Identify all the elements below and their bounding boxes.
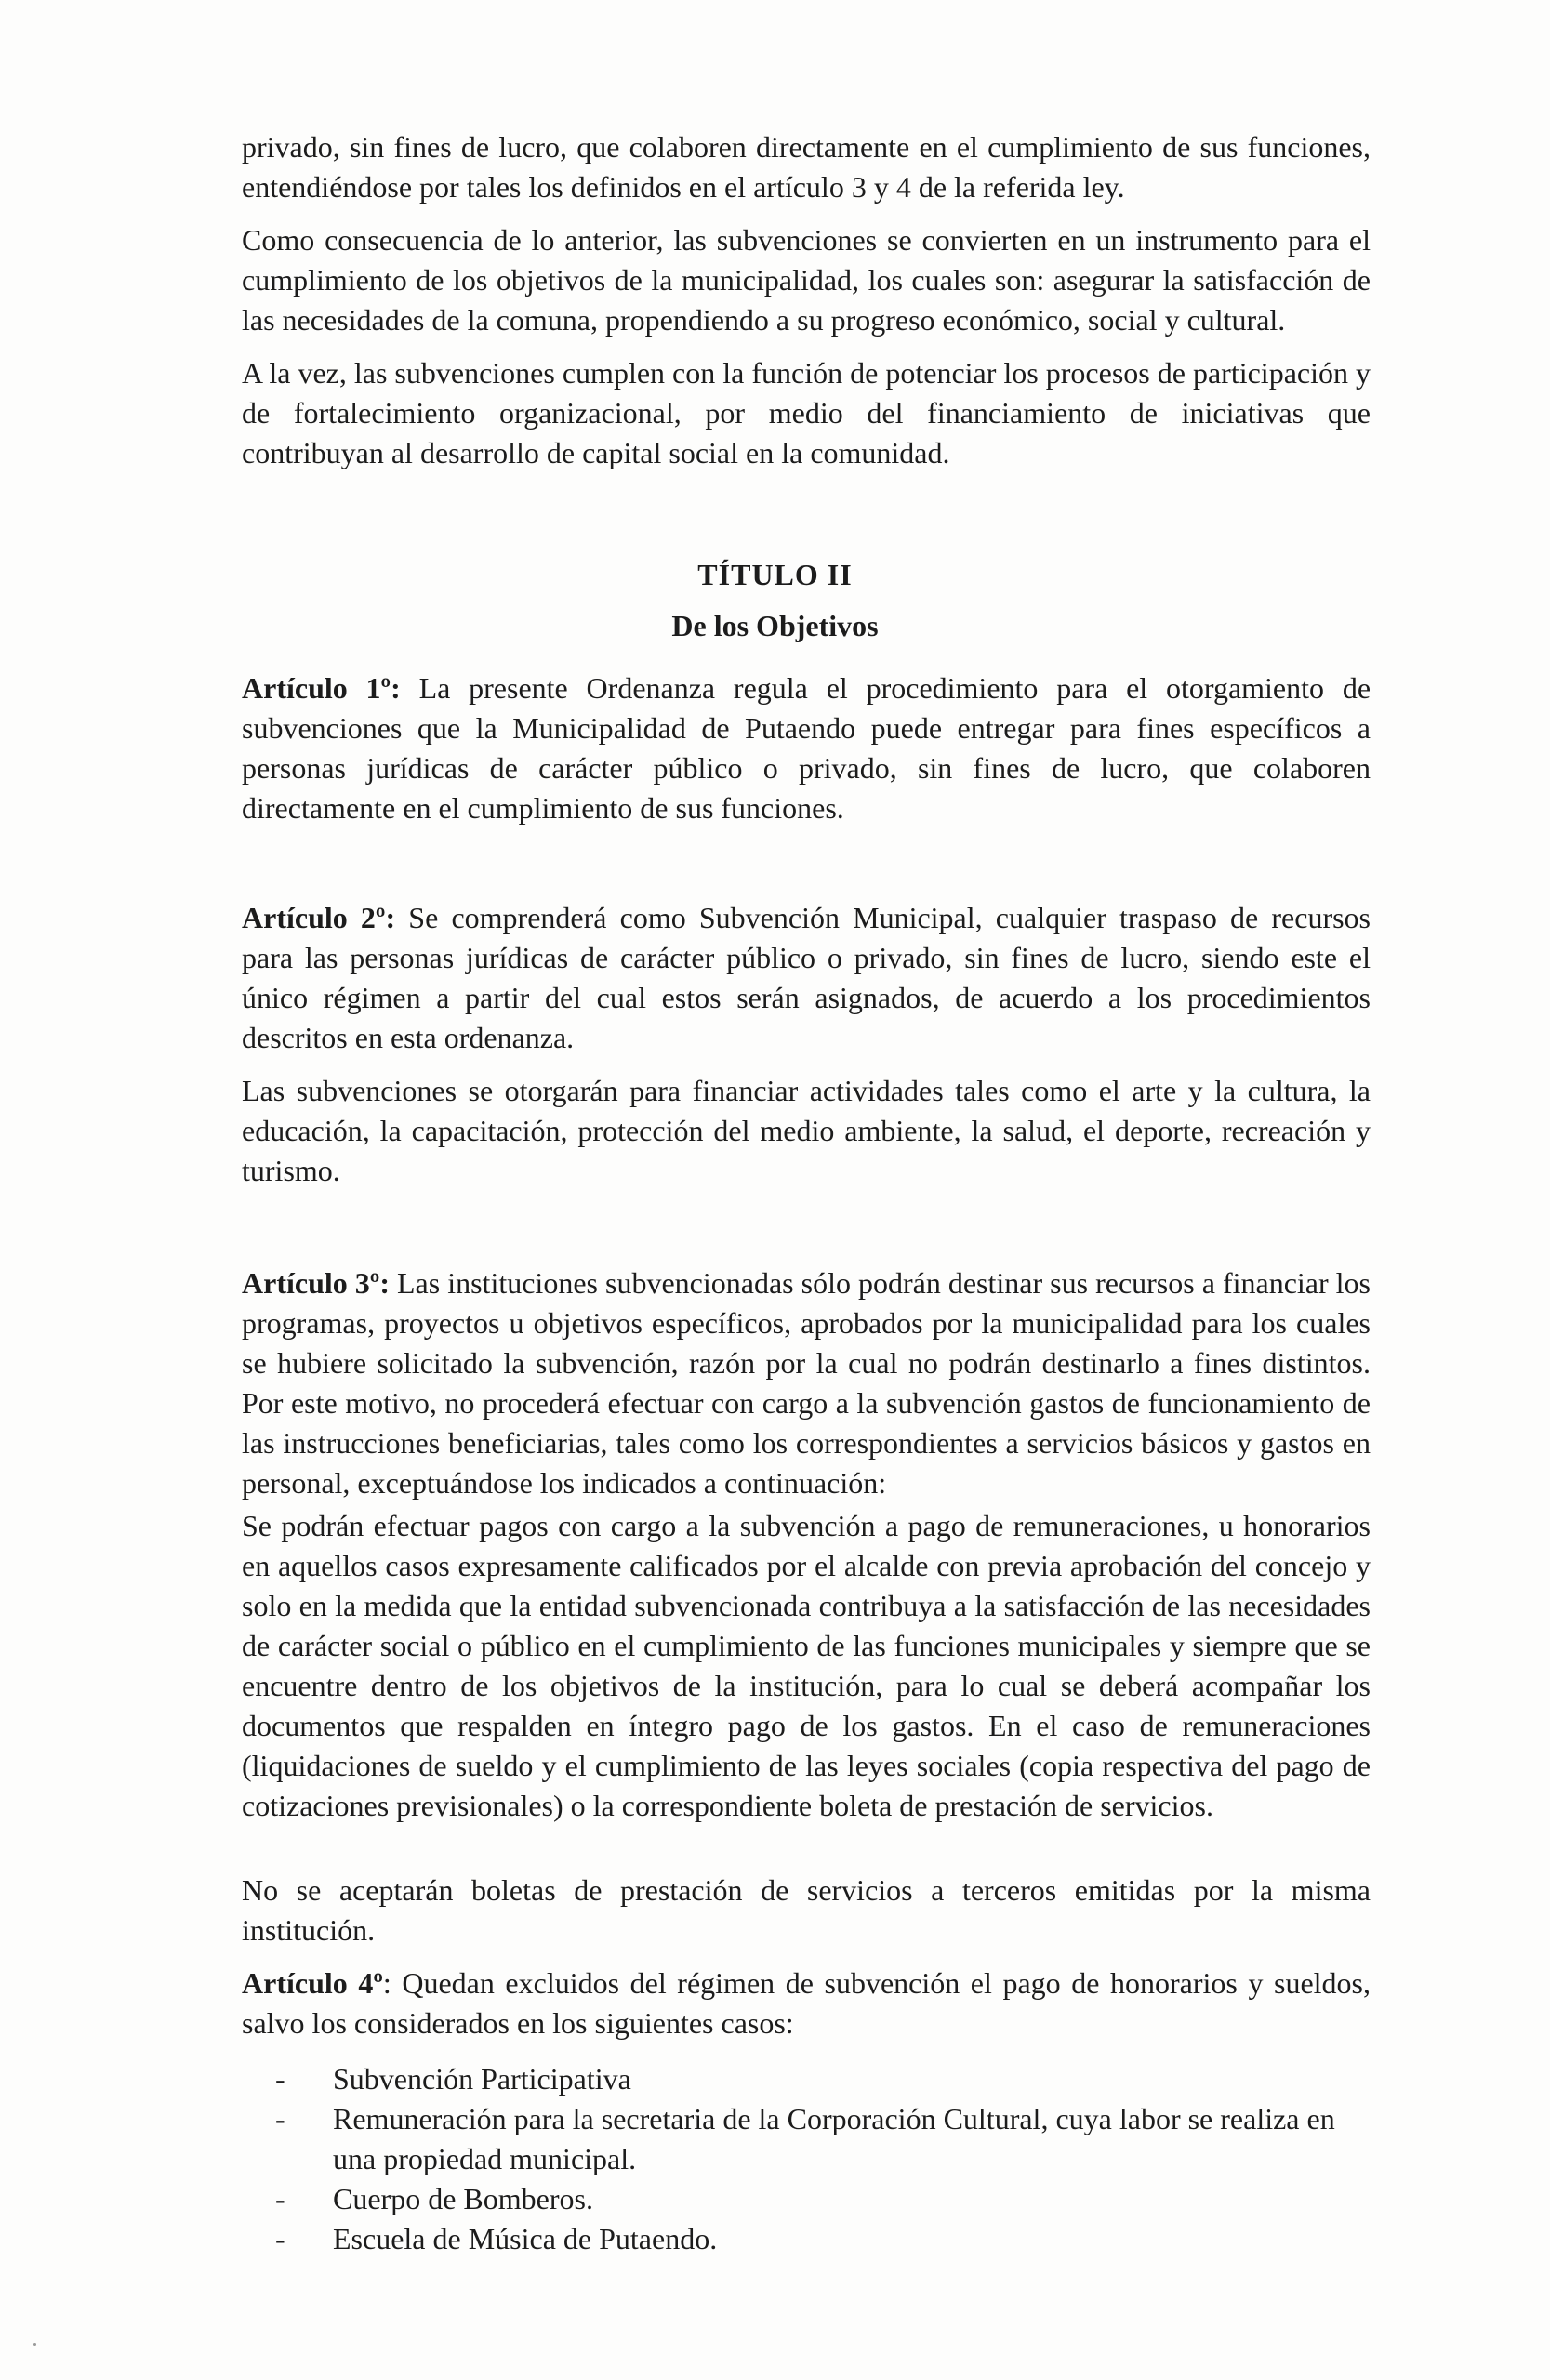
article-3-paragraph-3: No se aceptarán boletas de prestación de servicios a terceros emitidas por la misma institución.: [242, 1873, 1371, 1947]
section-subtitle: De los Objetivos: [671, 609, 879, 642]
list-item: - Escuela de Música de Putaendo.: [275, 2219, 1372, 2259]
scan-speck: [33, 2343, 36, 2346]
article-4-text: : Quedan excluidos del régimen de subvención el pago de honorarios y sueldos, salvo los considerados en los siguientes casos:: [242, 1966, 1371, 2040]
list-item: - Subvención Participativa: [275, 2059, 1372, 2099]
article-4-list: [275, 2059, 1372, 2259]
article-3: [242, 1263, 1371, 1503]
article-4-label: Artículo 4º: [242, 1966, 383, 2000]
intro-paragraph-3: A la vez, las subvenciones cumplen con la función de potenciar los procesos de participación y de fortalecimiento organizacional, por medio del financiamiento de iniciativas que contribuyan al desarrollo de capital social en la comunidad.: [242, 356, 1371, 469]
article-2: [242, 898, 1371, 1058]
article-3-text: Las instituciones subvencionadas sólo podrán destinar sus recursos a financiar los programas, proyectos u objetivos específicos, aprobados por la municipalidad para los cuales se hubiere solicitado la subvención, razón por la cual no podrán destinarlo a fines distintos. Por este motivo, no procederá efectuar con cargo a la subvención gastos de funcionamiento de las instrucciones beneficiarias, tales como los correspondientes a servicios básicos y gastos en personal, exceptuándose los indicados a continuación:: [242, 1266, 1371, 1500]
article-3-paragraph-2: Se podrán efectuar pagos con cargo a la subvención a pago de remuneraciones, u honorarios en aquellos casos expresamente calificados por el alcalde con previa aprobación del concejo y solo en la medida que la entidad subvencionada contribuya a la satisfacción de las necesidades de carácter social o público en el cumplimiento de las funciones municipales y siempre que se encuentre dentro de los objetivos de la institución, para lo cual se deberá acompañar los documentos que respalden en íntegro pago de los gastos. En el caso de remuneraciones (liquidaciones de sueldo y el cumplimiento de las leyes sociales (copia respectiva del pago de cotizaciones previsionales) o la correspondiente boleta de prestación de servicios.: [242, 1509, 1371, 1822]
intro-paragraph-1: privado, sin fines de lucro, que colaboren directamente en el cumplimiento de sus funciones, entendiéndose por tales los definidos en el artículo 3 y 4 de la referida ley.: [242, 130, 1371, 204]
article-1-label: Artículo 1º:: [242, 671, 401, 705]
list-item: - Remuneración para la secretaria de la Corporación Cultural, cuya labor se realiza en una propiedad municipal.: [275, 2099, 1372, 2179]
article-2-label: Artículo 2º:: [242, 901, 396, 934]
intro-paragraph-2: Como consecuencia de lo anterior, las subvenciones se convierten en un instrumento para el cumplimiento de los objetivos de la municipalidad, los cuales son: asegurar la satisfacción de las necesidades de la comuna, propendiendo a su progreso económico, social y cultural.: [242, 223, 1371, 337]
section-title: TÍTULO II: [697, 558, 853, 591]
article-3-label: Artículo 3º:: [242, 1266, 390, 1300]
article-2-text: Se comprenderá como Subvención Municipal, cualquier traspaso de recursos para las personas jurídicas de carácter público o privado, sin fines de lucro, siendo este el único régimen a partir del cual estos serán asignados, de acuerdo a los procedimientos descritos en esta ordenanza.: [242, 901, 1371, 1054]
article-4: [242, 1964, 1371, 2043]
list-item: - Cuerpo de Bomberos.: [275, 2179, 1372, 2219]
article-1-text: La presente Ordenanza regula el procedimiento para el otorgamiento de subvenciones que la Municipalidad de Putaendo puede entregar para fines específicos a personas jurídicas de carácter público o privado, sin fines de lucro, que colaboren directamente en el cumplimiento de sus funciones.: [242, 671, 1371, 825]
article-1: [242, 668, 1371, 828]
article-2-paragraph-2: Las subvenciones se otorgarán para financiar actividades tales como el arte y la cultura, la educación, la capacitación, protección del medio ambiente, la salud, el deporte, recreación y turismo.: [242, 1074, 1371, 1187]
